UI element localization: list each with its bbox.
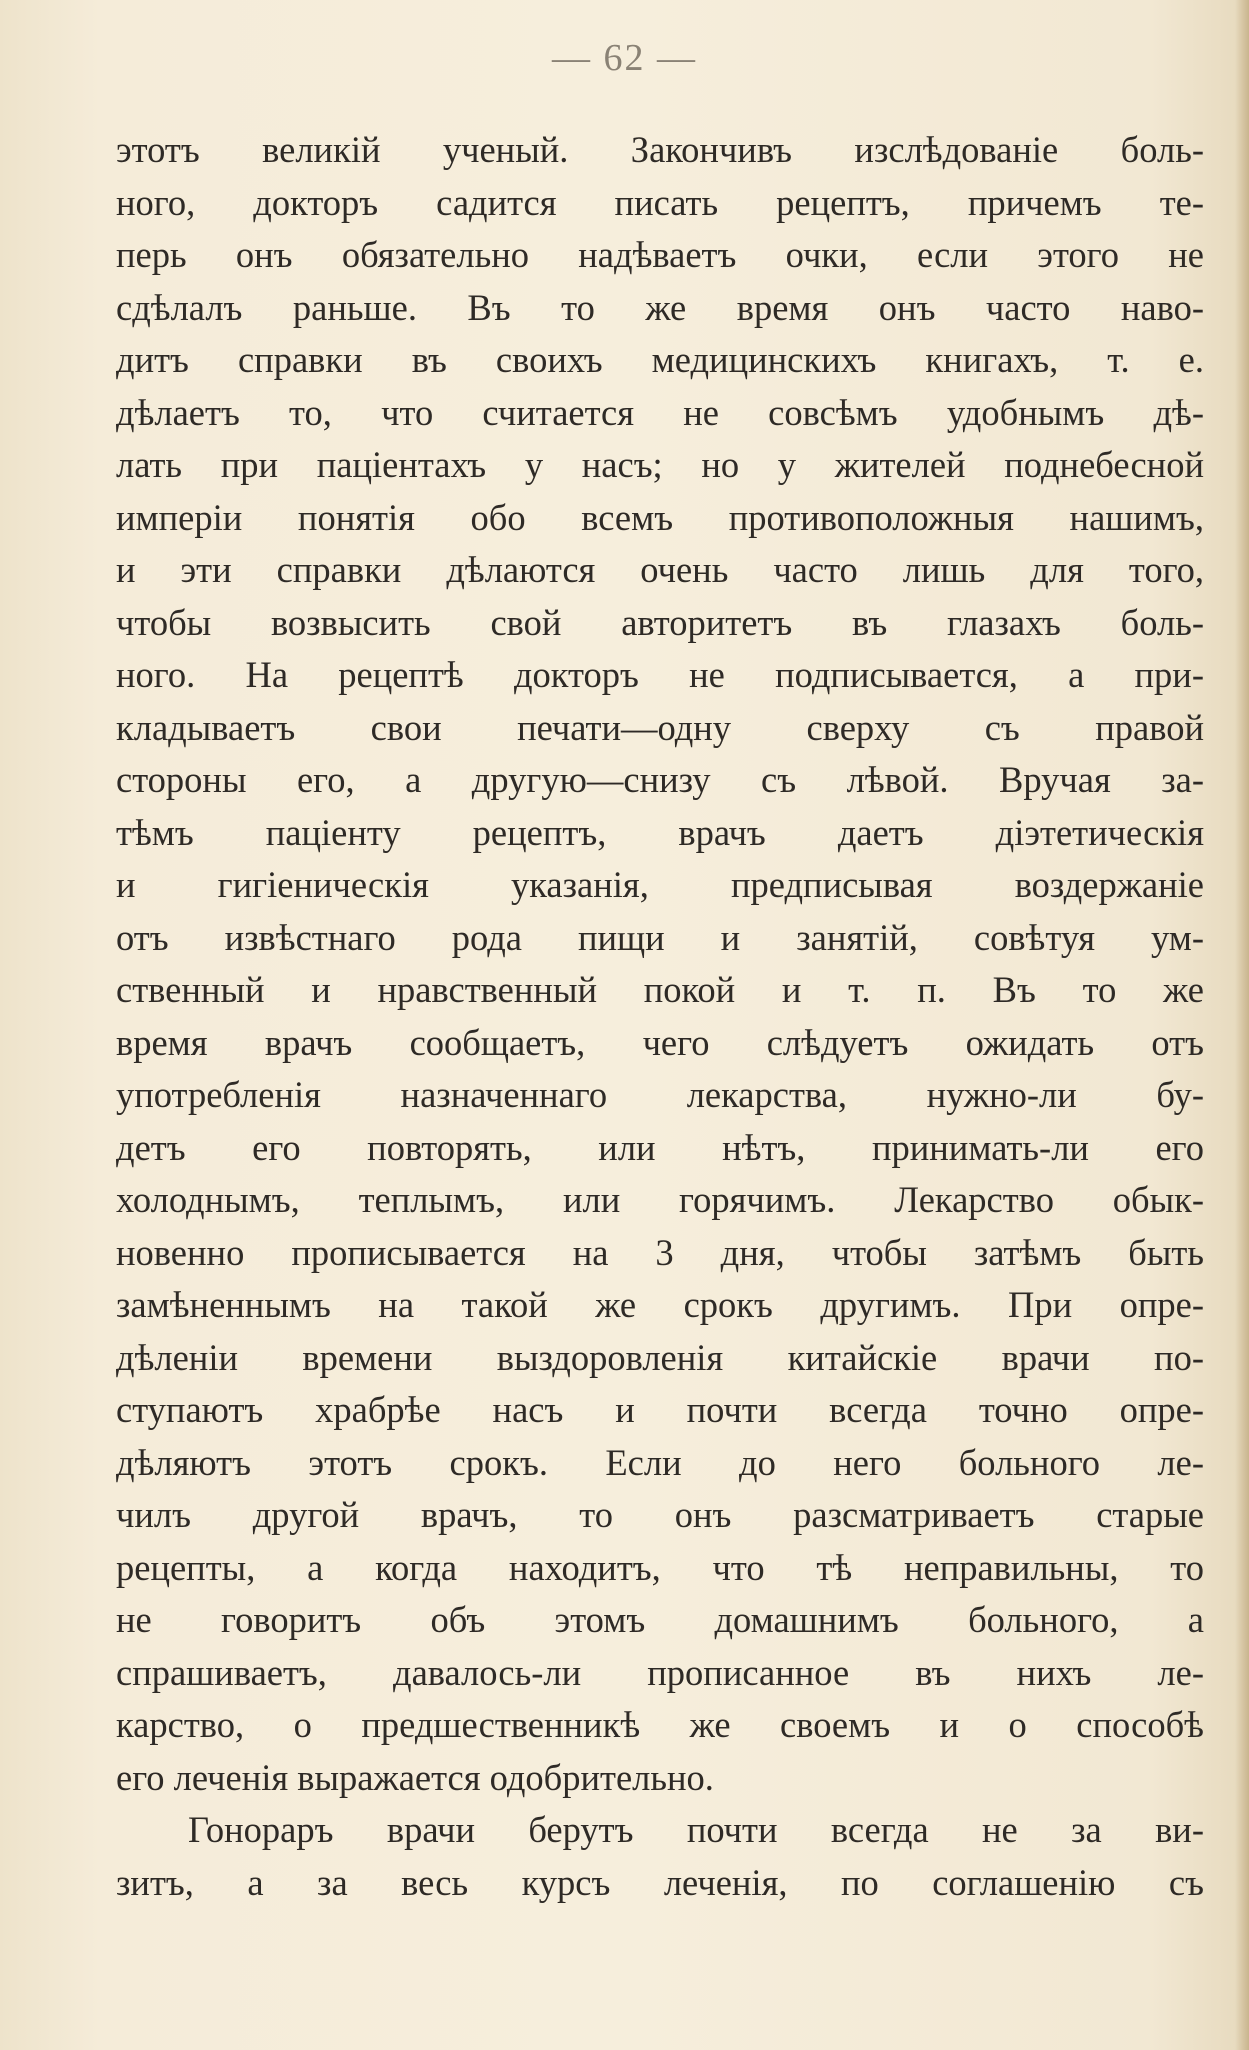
text-line: время врачъ сообщаетъ, чего слѣдуетъ ожидать отъ — [116, 1021, 1204, 1063]
text-line: зитъ, а за весь курсъ леченія, по соглашенію съ — [116, 1861, 1204, 1903]
body-text — [116, 124, 1204, 1909]
text-line: перь онъ обязательно надѣваетъ очки, если этого не — [116, 234, 1204, 275]
text-line: дѣленіи времени выздоровленія китайскіе врачи по- — [116, 1336, 1204, 1378]
text-line: имперіи понятія обо всемъ противоположныя нашимъ, — [116, 496, 1204, 538]
text-line: не говоритъ объ этомъ домашнимъ больного, а — [116, 1599, 1204, 1640]
paragraph-end-line: его леченія выражается одобрительно. — [116, 1756, 714, 1798]
text-line: отъ извѣстнаго рода пищи и занятій, совѣтуя ум- — [116, 916, 1204, 958]
text-line: лать при паціентахъ у насъ; но у жителей поднебесной — [116, 444, 1204, 485]
text-line: употребленія назначеннаго лекарства, нужно-ли бу- — [116, 1074, 1204, 1115]
text-line: сдѣлалъ раньше. Въ то же время онъ часто наво- — [116, 286, 1204, 328]
text-line: чилъ другой врачъ, то онъ разсматриваетъ старые — [116, 1494, 1204, 1535]
text-line: и эти справки дѣлаются очень часто лишь для того, — [116, 549, 1204, 590]
text-line: карство, о предшественникѣ же своемъ и о способѣ — [116, 1704, 1204, 1745]
page-edge-shadow — [1235, 0, 1249, 2050]
text-line: дитъ справки въ своихъ медицинскихъ книгахъ, т. е. — [116, 339, 1204, 380]
text-line: ственный и нравственный покой и т. п. Въ то же — [116, 969, 1204, 1010]
text-line: ного. На рецептѣ докторъ не подписывается, а при- — [116, 654, 1204, 695]
text-line: стороны его, а другую—снизу съ лѣвой. Вручая за- — [116, 759, 1204, 800]
text-line: дѣляютъ этотъ срокъ. Если до него больного ле- — [116, 1441, 1204, 1483]
text-line: этотъ великій ученый. Закончивъ изслѣдованіе боль- — [116, 129, 1204, 170]
text-line: холоднымъ, теплымъ, или горячимъ. Лекарство обык- — [116, 1179, 1204, 1220]
text-line: ного, докторъ садится писать рецептъ, причемъ те- — [116, 181, 1204, 223]
paragraph-start-line: Гонораръ врачи берутъ почти всегда не за ви- — [188, 1809, 1204, 1850]
page-number: — 62 — — [552, 37, 697, 79]
text-line: детъ его повторять, или нѣтъ, принимать-ли его — [116, 1126, 1204, 1168]
text-line: чтобы возвысить свой авторитетъ въ глазахъ боль- — [116, 601, 1204, 643]
text-line: ступаютъ храбрѣе насъ и почти всегда точно опре- — [116, 1389, 1204, 1430]
text-line: замѣненнымъ на такой же срокъ другимъ. При опре- — [116, 1284, 1204, 1325]
text-line: новенно прописывается на 3 дня, чтобы затѣмъ быть — [116, 1231, 1204, 1273]
text-line: дѣлаетъ то, что считается не совсѣмъ удобнымъ дѣ- — [116, 391, 1204, 433]
text-line: рецепты, а когда находитъ, что тѣ неправильны, то — [116, 1546, 1204, 1588]
text-line: кладываетъ свои печати—одну сверху съ правой — [116, 706, 1204, 748]
text-line: тѣмъ паціенту рецептъ, врачъ даетъ діэтетическія — [116, 811, 1204, 853]
text-line: спрашиваетъ, давалось-ли прописанное въ нихъ ле- — [116, 1651, 1204, 1693]
text-line: и гигіеническія указанія, предписывая воздержаніе — [116, 864, 1204, 905]
